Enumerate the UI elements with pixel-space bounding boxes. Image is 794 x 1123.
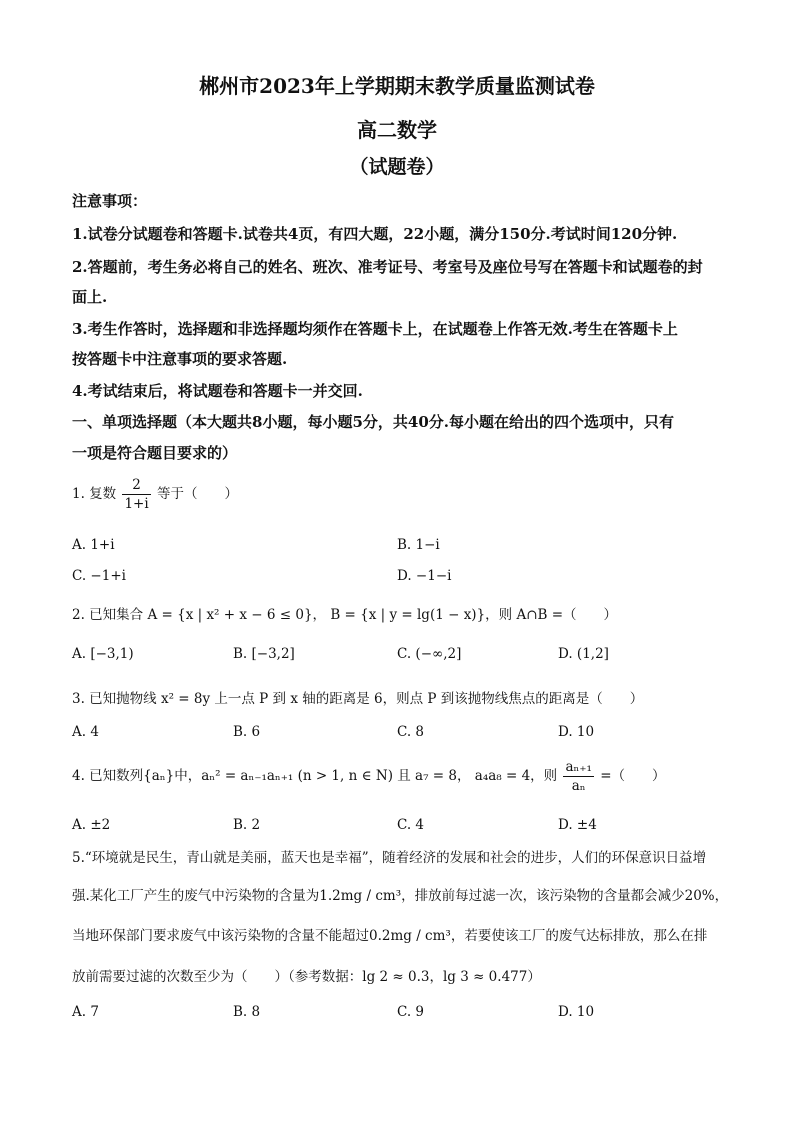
q5-option-d: D. 10 [558,1004,595,1020]
question-4 [72,758,666,795]
question-5-line-1: 5.“环境就是民生，青山就是美丽，蓝天也是幸福”，随着经济的发展和社会的进步，人们的环保意识日益增 [72,850,707,866]
paper-type: （试题卷） [349,156,445,178]
q1-option-a: A. 1+i [72,537,115,553]
q5-option-b: B. 8 [233,1004,261,1020]
q1-option-c: C. −1+i [72,568,126,584]
subject-title: 高二数学 [357,118,437,142]
q1-option-b: B. 1−i [397,537,440,553]
q3-option-c: C. 8 [397,724,425,740]
section-1-heading-cont: 一项是符合题目要求的） [72,444,238,462]
q3-option-a: A. 4 [72,724,99,740]
q4-fraction [563,758,593,795]
q1-prefix: 1. 复数 [72,486,117,502]
q3-option-b: B. 6 [233,724,261,740]
exam-title: 郴州市2023年上学期期末教学质量监测试卷 [199,74,595,98]
question-5-line-2: 强.某化工厂产生的废气中污染物的含量为1.2mg / cm³，排放前每过滤一次，该污染物的含量都会减少20%， [72,888,729,904]
q4-suffix: =（ ） [600,768,666,784]
question-3: 3. 已知抛物线 x² = 8y 上一点 P 到 x 轴的距离是 6，则点 P 到该抛物线焦点的距离是（ ） [72,691,644,707]
q4-frac-den: aₙ [571,778,586,794]
q2-option-d: D. (1,2] [558,646,609,662]
notice-item-1: 1.试卷分试题卷和答题卡.试卷共4页，有四大题，22小题，满分150分.考试时间120分钟. [72,225,678,243]
q4-option-b: B. 2 [233,817,261,833]
q5-option-a: A. 7 [72,1004,99,1020]
q4-option-d: D. ±4 [558,817,597,833]
q1-suffix: 等于（ ） [156,486,238,502]
q2-option-c: C. (−∞,2] [397,646,462,662]
q1-fraction [122,476,150,513]
question-1 [72,476,238,513]
q4-option-c: C. 4 [397,817,425,833]
notice-heading: 注意事项： [72,192,148,210]
q5-option-c: C. 9 [397,1004,425,1020]
q3-option-d: D. 10 [558,724,595,740]
q1-frac-num: 2 [122,476,150,495]
q4-frac-num: aₙ₊₁ [565,759,592,775]
q1-option-d: D. −1−i [397,568,452,584]
q1-frac-den: 1+i [124,496,149,512]
notice-item-2: 2.答题前，考生务必将自己的姓名、班次、准考证号、考室号及座位号写在答题卡和试题卷的封 [72,258,703,276]
q4-text: 4. 已知数列{aₙ}中，aₙ² = aₙ₋₁aₙ₊₁ (n > 1, n ∈ N) 且 a₇ = 8， a₄a₈ = 4，则 [72,768,558,784]
section-1-heading: 一、单项选择题（本大题共8小题，每小题5分，共40分.每小题在给出的四个选项中，只有 [72,413,674,431]
notice-item-4: 4.考试结束后，将试题卷和答题卡一并交回. [72,382,363,400]
q2-option-a: A. [−3,1) [72,646,134,662]
notice-item-3: 3.考生作答时，选择题和非选择题均须作在答题卡上，在试题卷上作答无效.考生在答题卡上 [72,320,678,338]
notice-item-3-cont: 按答题卡中注意事项的要求答题. [72,350,288,368]
q2-option-b: B. [−3,2] [233,646,295,662]
question-2: 2. 已知集合 A = {x | x² + x − 6 ≤ 0}， B = {x | y = lg(1 − x)}，则 A∩B =（ ） [72,607,618,623]
notice-item-2-cont: 面上. [72,288,108,306]
question-5-line-3: 当地环保部门要求废气中该污染物的含量不能超过0.2mg / cm³，若要使该工厂的废气达标排放，那么在排 [72,928,708,944]
question-5-line-4: 放前需要过滤的次数至少为（ ）（参考数据：lg 2 ≈ 0.3，lg 3 ≈ 0.477） [72,969,541,985]
q4-option-a: A. ±2 [72,817,111,833]
